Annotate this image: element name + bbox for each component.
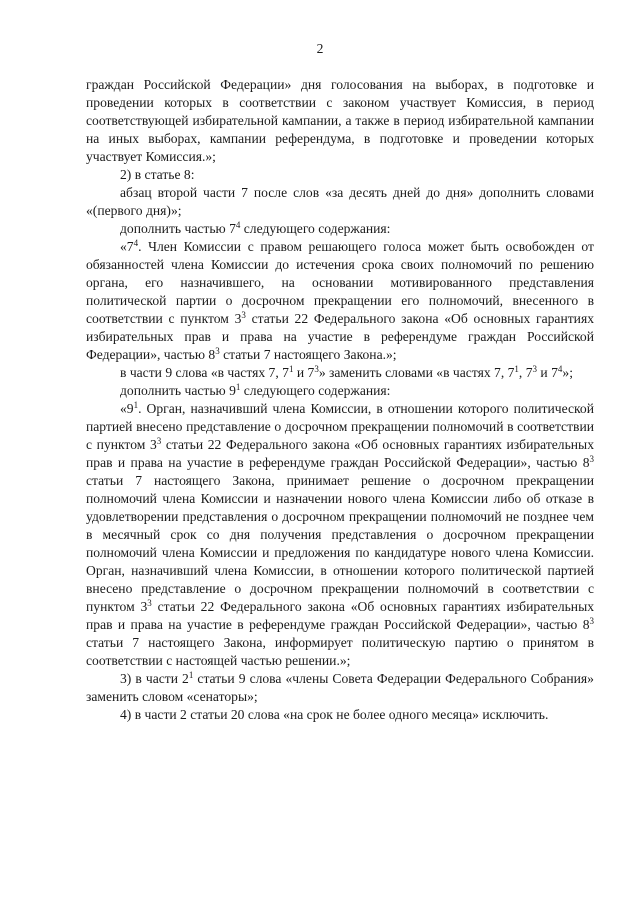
text-run: статьи 9 слова «члены Совета Федерации Федерального Собрания» заменить словом «сенаторы»; — [86, 671, 594, 704]
text-run: »; — [562, 365, 573, 380]
superscript-index: 1 — [514, 364, 519, 374]
text-run: статьи 7 настоящего Закона, принимает решение о досрочном прекращении полномочий члена Комиссии и назначении нового члена Комиссии либо об отказе в удовлетворении представления о досрочном прекращении полномочий не позднее чем в месячный срок со дня получения представления о досрочном прекращении полномочий члена Комиссии и предложения по кандидатуре нового члена Комиссии. Орган, назначивший члена Комиссии, в отношении которого политической партией внесено представление о досрочном прекращении полномочий в соответствии с пунктом 3 — [86, 473, 594, 614]
superscript-index: 3 — [532, 364, 538, 374]
text-run: статьи 22 Федерального закона «Об основных гарантиях избирательных прав и права на участие в референдуме граждан Российской Федерации», частью 8 — [86, 311, 594, 362]
superscript-index: 1 — [235, 382, 241, 392]
text-run: следующего содержания: — [240, 383, 391, 398]
superscript-index: 4 — [235, 220, 241, 230]
text-run: , 7 — [518, 365, 533, 380]
paragraph-continuation — [86, 76, 594, 166]
text-run: и 7 — [293, 365, 315, 380]
text-run: статьи 7 настоящего Закона, информирует политическую партию о принятом в соответствии с настоящей частью решении.»; — [86, 635, 594, 668]
paragraph-part-9-replace — [86, 364, 594, 382]
text-run: абзац второй части 7 после слов «за десять дней до дня» дополнить словами «(первого дня)»; — [86, 185, 594, 218]
text-run: дополнить частью 7 — [120, 221, 236, 236]
text-run: 2) в статье 8: — [120, 167, 195, 182]
paragraph-add-part-7-4 — [86, 220, 594, 238]
text-run: » заменить словами «в частях 7, 7 — [318, 365, 515, 380]
text-run: статьи 22 Федерального закона «Об основных гарантиях избирательных прав и права на участие в референдуме граждан Российской Федерации», частью 8 — [86, 437, 594, 470]
superscript-index: 1 — [188, 670, 194, 680]
paragraph-add-part-9-1 — [86, 382, 594, 400]
superscript-index: 3 — [589, 454, 594, 464]
document-body — [86, 76, 594, 724]
paragraph-item-2 — [86, 166, 594, 184]
page-number: 2 — [316, 41, 324, 56]
text-run: статьи 7 настоящего Закона.»; — [219, 347, 397, 362]
text-run: 4) в части 2 статьи 20 слова «на срок не более одного месяца» исключить. — [120, 707, 549, 722]
paragraph-part-7-amendment — [86, 184, 594, 220]
text-run: и 7 — [537, 365, 558, 380]
superscript-index: 3 — [314, 364, 319, 374]
superscript-index: 4 — [133, 238, 139, 248]
text-run: в части 9 слова «в частях 7, 7 — [120, 365, 289, 380]
text-run: статьи 22 Федерального закона «Об основных гарантиях избирательных прав и права на участие в референдуме граждан Российской Федерации», частью 8 — [86, 599, 595, 632]
superscript-index: 3 — [241, 310, 246, 320]
paragraph-part-7-4-text — [86, 238, 594, 364]
superscript-index: 4 — [557, 364, 563, 374]
superscript-index: 3 — [156, 436, 162, 446]
superscript-index: 3 — [147, 598, 152, 608]
superscript-index: 3 — [215, 346, 220, 356]
text-run: 3) в части 2 — [120, 671, 189, 686]
superscript-index: 3 — [589, 616, 594, 626]
superscript-index: 1 — [288, 364, 294, 374]
paragraph-item-4 — [86, 706, 594, 724]
text-run: «9 — [120, 401, 134, 416]
text-run: следующего содержания: — [240, 221, 391, 236]
text-run: . Орган, назначивший члена Комиссии, в отношении которого политической партией внесено представление о досрочном прекращении полномочий в соответствии с пунктом 3 — [86, 401, 594, 452]
text-run: дополнить частью 9 — [120, 383, 236, 398]
text-run: «7 — [120, 239, 134, 254]
paragraph-part-9-1-text — [86, 400, 594, 670]
text-run: . Член Комиссии с правом решающего голоса может быть освобожден от обязанностей члена Комиссии до истечения срока своих полномочий по решению органа, его назначившего, на основании мотивированного представления политической партии о досрочном прекращении его полномочий, внесенного в соответствии с пунктом 3 — [86, 239, 594, 326]
superscript-index: 1 — [133, 400, 139, 410]
text-run: граждан Российской Федерации» дня голосования на выборах, в подготовке и проведении которых в соответствии с законом участвует Комиссия, в период соответствующей избирательной кампании, а также в период избирательной кампании на иных выборах, кампании референдума, в подготовке и проведении которых участвует Комиссия.»; — [86, 77, 594, 164]
paragraph-item-3 — [86, 670, 594, 706]
